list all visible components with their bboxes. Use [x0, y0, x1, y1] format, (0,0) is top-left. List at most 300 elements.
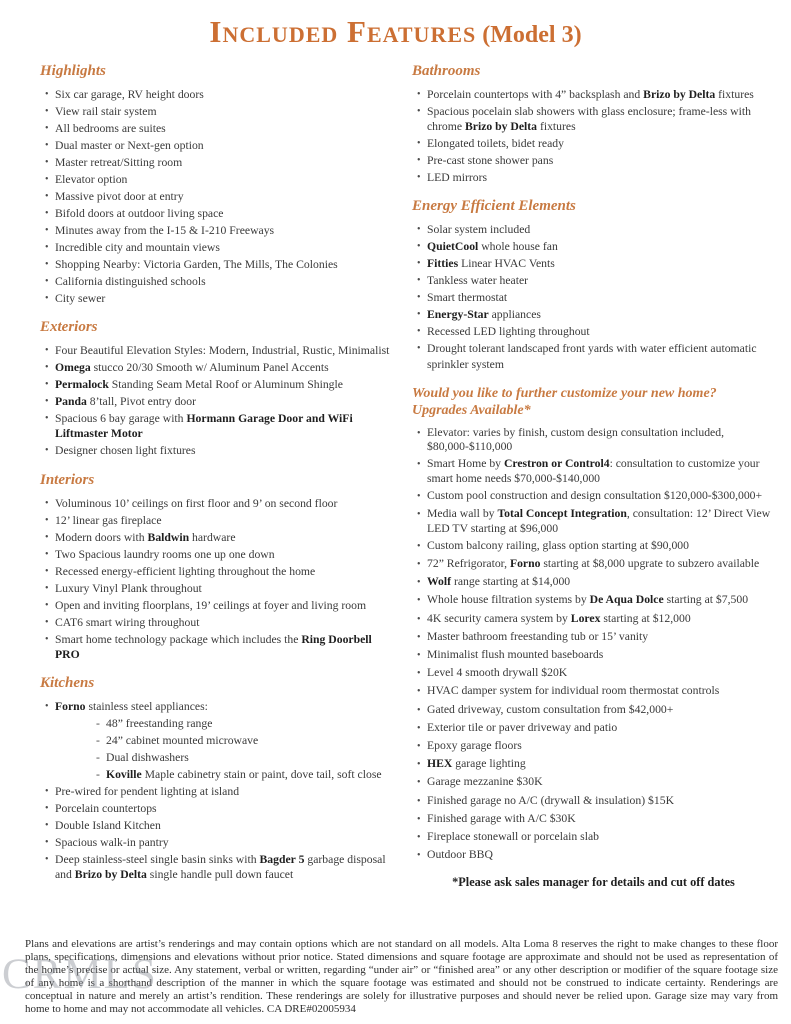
feature-list-interiors: [40, 496, 392, 662]
feature-item: [412, 239, 775, 254]
feature-text: [427, 848, 775, 863]
text-segment: City sewer: [55, 292, 106, 305]
heading-line: Highlights: [40, 63, 106, 79]
bullet-marker: •: [45, 259, 49, 270]
text-segment: Pre-cast stone shower pans: [427, 154, 554, 168]
feature-item: [412, 273, 775, 288]
feature-text: [427, 104, 775, 134]
text-segment: Drought tolerant landscaped front yards with water efficient automatic sprinkler system: [427, 342, 757, 371]
left-column: [40, 58, 392, 884]
feature-text: [55, 598, 392, 613]
feature-item: [40, 360, 392, 375]
feature-item: [40, 377, 392, 392]
bullet-marker: •: [417, 275, 421, 287]
feature-text: [55, 564, 392, 579]
two-column-layout: [0, 58, 791, 890]
feature-list-highlights: [40, 87, 392, 306]
text-segment: Master retreat/Sitting room: [55, 156, 183, 169]
feature-text: [427, 666, 775, 681]
feature-item: [412, 721, 775, 736]
feature-item: [412, 153, 775, 168]
feature-item: [40, 104, 392, 119]
feature-item: [40, 615, 392, 630]
feature-text: [55, 155, 392, 170]
bullet-marker: •: [417, 686, 421, 698]
feature-item: [40, 155, 392, 170]
feature-text: [427, 648, 775, 663]
bullet-marker: •: [417, 258, 421, 270]
text-segment: 24” cabinet mounted microwave: [106, 734, 259, 748]
text-segment: Elevator option: [55, 173, 128, 186]
bullet-marker: •: [45, 208, 49, 219]
feature-text: [55, 257, 392, 272]
bullet-marker: •: [417, 509, 421, 521]
feature-item: [40, 343, 392, 358]
feature-item: [412, 775, 775, 790]
bullet-marker: •: [417, 241, 421, 253]
bullet-marker: •: [417, 172, 421, 184]
section-exteriors: [40, 319, 392, 458]
section-heading-upgrades: [412, 385, 775, 419]
feature-item: [40, 189, 392, 204]
text-segment: Exterior tile or paver driveway and patio: [427, 720, 618, 734]
text-segment: Crestron or Control4: [503, 457, 610, 471]
bullet-marker: •: [417, 309, 421, 321]
feature-text: [55, 530, 392, 545]
feature-item: [40, 121, 392, 136]
feature-text: [55, 377, 392, 392]
text-segment: Smart Home by: [427, 457, 504, 471]
bullet-marker: •: [417, 427, 421, 439]
text-segment: stainless steel appliances:: [85, 700, 208, 714]
feature-text: [427, 557, 775, 572]
bullet-marker: •: [45, 293, 49, 304]
section-energy: [412, 198, 775, 371]
text-segment: garage lighting: [452, 757, 526, 771]
text-segment: single handle pull down faucet: [146, 868, 294, 882]
feature-text: [427, 757, 775, 772]
dash-marker: -: [96, 751, 100, 765]
feature-text: [55, 172, 392, 187]
bullet-marker: •: [417, 631, 421, 643]
feature-text: [427, 739, 775, 754]
text-segment: Maple cabinetry stain or paint, dove tail, soft close: [141, 768, 382, 782]
feature-item: [412, 612, 775, 627]
feature-item: [40, 784, 392, 799]
feature-list-exteriors: [40, 343, 392, 458]
feature-item: [412, 307, 775, 322]
feature-text: [427, 170, 775, 185]
feature-text: [55, 632, 392, 662]
text-segment: Panda: [55, 395, 87, 409]
feature-item: [412, 539, 775, 554]
feature-item: [40, 547, 392, 562]
title-main: Included Features: [209, 14, 477, 49]
text-segment: 12’ linear gas fireplace: [55, 513, 162, 527]
text-segment: starting at $7,500: [663, 593, 749, 607]
text-segment: Minutes away from the I-15 & I-210 Freeways: [55, 224, 275, 237]
section-upgrades: [412, 385, 775, 864]
bullet-marker: •: [45, 106, 49, 117]
feature-text: [55, 443, 392, 458]
bullet-marker: •: [45, 445, 49, 457]
bullet-marker: •: [45, 379, 49, 391]
feature-item: [412, 666, 775, 681]
bullet-marker: •: [45, 140, 49, 151]
text-segment: Baldwin: [147, 530, 190, 544]
text-segment: Pre-wired for pendent lighting at island: [55, 785, 240, 799]
feature-text: [427, 273, 775, 288]
text-segment: fixtures: [715, 88, 754, 101]
bullet-marker: •: [417, 650, 421, 662]
feature-text: [106, 733, 392, 748]
feature-item: [40, 411, 392, 441]
bullet-marker: •: [417, 89, 421, 100]
text-segment: Elevator: varies by finish, custom design consultation included, $80,000-$110,000: [427, 425, 724, 454]
text-segment: Shopping Nearby: Victoria Garden, The Mills, The Colonies: [55, 258, 338, 271]
text-segment: Wolf: [427, 575, 452, 589]
text-segment: Designer chosen light fixtures: [55, 444, 196, 458]
feature-text: [106, 716, 392, 731]
text-segment: Solar system included: [427, 223, 531, 237]
text-segment: Luxury Vinyl Plank throughout: [55, 581, 202, 595]
heading-line: Would you like to further customize your new home?: [412, 385, 717, 401]
feature-text: [55, 496, 392, 511]
feature-item: [412, 848, 775, 863]
sales-manager-note: *Please ask sales manager for details and cut off dates: [452, 875, 735, 890]
feature-text: [427, 593, 775, 608]
feature-text: [55, 360, 392, 375]
feature-item: [40, 835, 392, 850]
section-interiors: [40, 472, 392, 662]
dash-marker: -: [96, 717, 100, 731]
text-segment: HEX: [427, 757, 453, 771]
text-segment: range starting at $14,000: [451, 575, 571, 589]
feature-text: [55, 291, 392, 306]
bullet-marker: •: [417, 595, 421, 607]
feature-text: [106, 750, 392, 765]
section-bathrooms: [412, 63, 775, 185]
feature-item: [412, 648, 775, 663]
feature-item: [40, 581, 392, 596]
text-segment: HVAC damper system for individual room thermostat controls: [427, 684, 720, 698]
text-segment: garbage disposal and: [55, 853, 386, 882]
bullet-marker: •: [45, 157, 49, 168]
heading-line: Upgrades Available*: [412, 402, 531, 418]
feature-text: [427, 775, 775, 790]
feature-item: [412, 684, 775, 699]
text-segment: All bedrooms are suites: [55, 122, 166, 135]
feature-text: [427, 307, 775, 322]
bullet-marker: •: [45, 582, 49, 594]
text-segment: De Aqua Dolce: [589, 593, 664, 607]
text-segment: Omega: [55, 361, 91, 375]
text-segment: Finished garage no A/C (drywall & insulation) $15K: [427, 793, 675, 807]
text-segment: Bifold doors at outdoor living space: [55, 207, 224, 220]
feature-item: [40, 394, 392, 409]
text-segment: View rail stair system: [55, 105, 157, 118]
text-segment: Tankless water heater: [427, 274, 529, 288]
feature-item: [40, 852, 392, 882]
text-segment: Level 4 smooth drywall $20K: [427, 666, 568, 680]
feature-text: [427, 539, 775, 554]
text-segment: 48” freestanding range: [106, 717, 213, 731]
feature-item: [412, 104, 775, 134]
bullet-marker: •: [417, 343, 421, 355]
text-segment: Custom pool construction and design consultation $120,000-$300,000+: [427, 489, 763, 502]
text-segment: whole house fan: [478, 240, 558, 254]
heading-line: Exteriors: [40, 319, 98, 336]
feature-item: [40, 87, 392, 102]
text-segment: Smart home technology package which includes the: [55, 632, 302, 646]
feature-item: [40, 530, 392, 545]
feature-text: [427, 684, 775, 699]
feature-item: [40, 699, 392, 714]
bullet-marker: •: [417, 813, 421, 825]
text-segment: starting at $8,000 upgrate to subzero available: [540, 557, 760, 570]
page-title: [0, 14, 791, 52]
text-segment: Bagder 5: [259, 853, 305, 867]
feature-item: [412, 341, 775, 371]
feature-text: [55, 87, 392, 102]
feature-item: [412, 290, 775, 305]
bullet-marker: •: [417, 577, 421, 589]
section-highlights: [40, 63, 392, 306]
feature-item: [40, 632, 392, 662]
text-segment: Hormann Garage Door and WiFi Liftmaster Motor: [55, 412, 353, 441]
bullet-marker: •: [45, 803, 49, 815]
bullet-marker: •: [45, 345, 49, 357]
feature-list-energy: [412, 222, 775, 371]
bullet-marker: •: [417, 832, 421, 844]
right-column: [412, 58, 775, 890]
feature-text: [106, 767, 392, 782]
text-segment: starting at $12,000: [600, 611, 691, 625]
feature-item: [40, 240, 392, 255]
bullet-marker: •: [45, 413, 49, 425]
text-segment: Media wall by: [427, 507, 498, 521]
text-segment: Total Concept Integration: [497, 507, 627, 521]
feature-item: [40, 206, 392, 221]
crmls-watermark: CRMLS: [2, 951, 158, 998]
feature-text: [55, 852, 392, 882]
feature-text: [427, 153, 775, 168]
bullet-marker: •: [417, 540, 421, 552]
bullet-marker: •: [45, 531, 49, 543]
text-segment: : consultation to customize your smart home needs $70,000-$140,000: [427, 457, 760, 485]
bullet-marker: •: [45, 616, 49, 628]
bullet-marker: •: [417, 292, 421, 304]
bullet-marker: •: [45, 225, 49, 236]
text-segment: Incredible city and mountain views: [55, 241, 220, 254]
feature-item: [40, 818, 392, 833]
feature-item: [412, 575, 775, 590]
text-segment: Porcelain countertops: [55, 802, 157, 816]
feature-text: [427, 324, 775, 339]
feature-text: [55, 343, 392, 358]
feature-text: [427, 703, 775, 718]
feature-text: [55, 411, 392, 441]
bullet-marker: •: [417, 759, 421, 771]
feature-item: [40, 443, 392, 458]
text-segment: Linear HVAC Vents: [458, 257, 555, 271]
feature-text: [55, 394, 392, 409]
feature-text: [55, 699, 392, 714]
section-heading-energy: [412, 198, 775, 215]
feature-list-bathrooms: [412, 87, 775, 185]
feature-item: [412, 489, 775, 504]
bullet-marker: •: [45, 786, 49, 798]
bullet-marker: •: [417, 668, 421, 680]
text-segment: CAT6 smart wiring throughout: [55, 615, 200, 629]
feature-text: [427, 222, 775, 237]
bullet-marker: •: [45, 514, 49, 526]
feature-text: [55, 835, 392, 850]
text-segment: Four Beautiful Elevation Styles: Modern, Industrial, Rustic, Minimalist: [55, 344, 390, 358]
text-segment: Lorex: [570, 611, 601, 625]
bullet-marker: •: [417, 722, 421, 734]
title-suffix: (Model 3): [476, 22, 582, 48]
text-segment: Brizo by Delta: [74, 868, 147, 882]
heading-line: Kitchens: [40, 675, 95, 692]
feature-item: [96, 767, 392, 782]
text-segment: Dual dishwashers: [106, 751, 189, 765]
feature-text: [55, 274, 392, 289]
feature-text: [55, 189, 392, 204]
bullet-marker: •: [45, 854, 49, 866]
feature-item: [412, 324, 775, 339]
feature-text: [427, 87, 775, 102]
feature-text: [55, 121, 392, 136]
bullet-marker: •: [45, 191, 49, 202]
text-segment: Double Island Kitchen: [55, 819, 161, 833]
text-segment: Standing Seam Metal Roof or Aluminum Shingle: [108, 378, 343, 392]
text-segment: 4K security camera system by: [427, 611, 571, 625]
feature-item: [412, 136, 775, 151]
text-segment: Fitties: [427, 257, 459, 271]
feature-text: [427, 507, 775, 536]
feature-item: [412, 703, 775, 718]
feature-item: [412, 794, 775, 809]
text-segment: 72” Refrigorator,: [427, 557, 510, 570]
text-segment: Two Spacious laundry rooms one up one down: [55, 547, 275, 561]
feature-item: [40, 564, 392, 579]
feature-item: [40, 801, 392, 816]
text-segment: Deep stainless-steel single basin sinks with: [55, 853, 260, 867]
feature-list-upgrades: [412, 426, 775, 864]
bullet-marker: •: [417, 326, 421, 338]
text-segment: Energy-Star: [427, 308, 489, 322]
text-segment: QuietCool: [427, 240, 479, 254]
text-segment: Recessed energy-efficient lighting throughout the home: [55, 564, 316, 578]
bullet-marker: •: [45, 497, 49, 509]
feature-text: [427, 830, 775, 845]
feature-text: [427, 239, 775, 254]
feature-item: [412, 630, 775, 645]
text-segment: Fireplace stonewall or porcelain slab: [427, 830, 600, 844]
feature-item: [40, 257, 392, 272]
text-segment: Brizo by Delta: [464, 120, 538, 134]
feature-item: [412, 170, 775, 185]
feature-text: [55, 104, 392, 119]
bullet-marker: •: [45, 633, 49, 645]
feature-text: [55, 138, 392, 153]
text-segment: 8’tall, Pivot entry door: [86, 395, 197, 409]
feature-item: [40, 291, 392, 306]
text-segment: Brizo by Delta: [643, 88, 716, 101]
bullet-marker: •: [417, 559, 421, 570]
feature-text: [55, 206, 392, 221]
text-segment: Smart thermostat: [427, 291, 508, 305]
bullet-marker: •: [417, 795, 421, 807]
text-segment: Garage mezzanine $30K: [427, 775, 543, 789]
footer-disclaimer: Plans and elevations are artist’s renderings and may contain options which are not standard on all models. Alta Loma 8 reserves the right to make changes to these floor plans, specifications, dimensions and elevations without prior notice. Stated dimensions and square footage are approximate and should not be used as representation of the home’s precise or actual size. Any statement, verbal or written, regarding “under air” or “finished area” or any other description or modifier of the square footage size of any home is a shorthand description of the manner in which the square footage was estimated and should not be construed to indicate certainty. Renderings are conceptual in nature and merely an artist’s rendition. These renderings are solely for illustrative purposes and should never be relied upon. Garage size may vary from home to home and may not accommodate all vehicles. CA DRE#02005934: [25, 938, 778, 1015]
heading-line: Interiors: [40, 471, 95, 488]
feature-item: [412, 222, 775, 237]
feature-text: [427, 256, 775, 271]
bullet-marker: •: [417, 613, 421, 625]
feature-item: [412, 457, 775, 486]
feature-text: [427, 489, 775, 504]
text-segment: Voluminous 10’ ceilings on first floor and 9’ on second floor: [55, 496, 338, 510]
feature-item: [412, 87, 775, 102]
feature-text: [427, 290, 775, 305]
text-segment: Permalock: [55, 378, 109, 392]
text-segment: Forno: [509, 557, 541, 570]
section-heading-interiors: [40, 472, 392, 489]
text-segment: Spacious pocelain slab showers with glass enclosure; frame-less with chrome: [427, 105, 751, 134]
text-segment: Dual master or Next-gen option: [55, 139, 204, 152]
bullet-marker: •: [417, 741, 421, 753]
heading-line: Bathrooms: [412, 63, 481, 79]
feature-text: [55, 513, 392, 528]
text-segment: LED mirrors: [427, 171, 488, 185]
bullet-marker: •: [45, 123, 49, 134]
text-segment: appliances: [488, 308, 541, 322]
heading-line: Energy Efficient Elements: [412, 198, 576, 215]
text-segment: hardware: [189, 530, 236, 544]
feature-text: [55, 615, 392, 630]
text-segment: , consultation: 12’ Direct View LED TV starting at $96,000: [427, 507, 771, 535]
text-segment: Recessed LED lighting throughout: [427, 325, 590, 339]
section-heading-highlights: [40, 63, 392, 80]
feature-text: [55, 581, 392, 596]
feature-item: [40, 274, 392, 289]
feature-item: [412, 739, 775, 754]
text-segment: Gated driveway, custom consultation from $42,000+: [427, 702, 674, 716]
text-segment: Outdoor BBQ: [427, 848, 493, 862]
feature-text: [55, 801, 392, 816]
feature-text: [427, 457, 775, 486]
section-heading-exteriors: [40, 319, 392, 336]
feature-list-kitchens: [40, 699, 392, 882]
feature-item: [412, 256, 775, 271]
text-segment: Epoxy garage floors: [427, 739, 522, 753]
feature-item: [40, 172, 392, 187]
feature-item: [412, 812, 775, 827]
text-segment: Master bathroom freestanding tub or 15’ vanity: [427, 629, 649, 643]
bullet-marker: •: [45, 174, 49, 185]
dash-marker: -: [96, 734, 100, 748]
feature-item: [40, 496, 392, 511]
feature-item: [412, 593, 775, 608]
feature-text: [55, 223, 392, 238]
bullet-marker: •: [45, 242, 49, 253]
feature-text: [55, 547, 392, 562]
bullet-marker: •: [417, 106, 421, 117]
dash-marker: -: [96, 768, 100, 782]
text-segment: Spacious walk-in pantry: [55, 836, 169, 850]
